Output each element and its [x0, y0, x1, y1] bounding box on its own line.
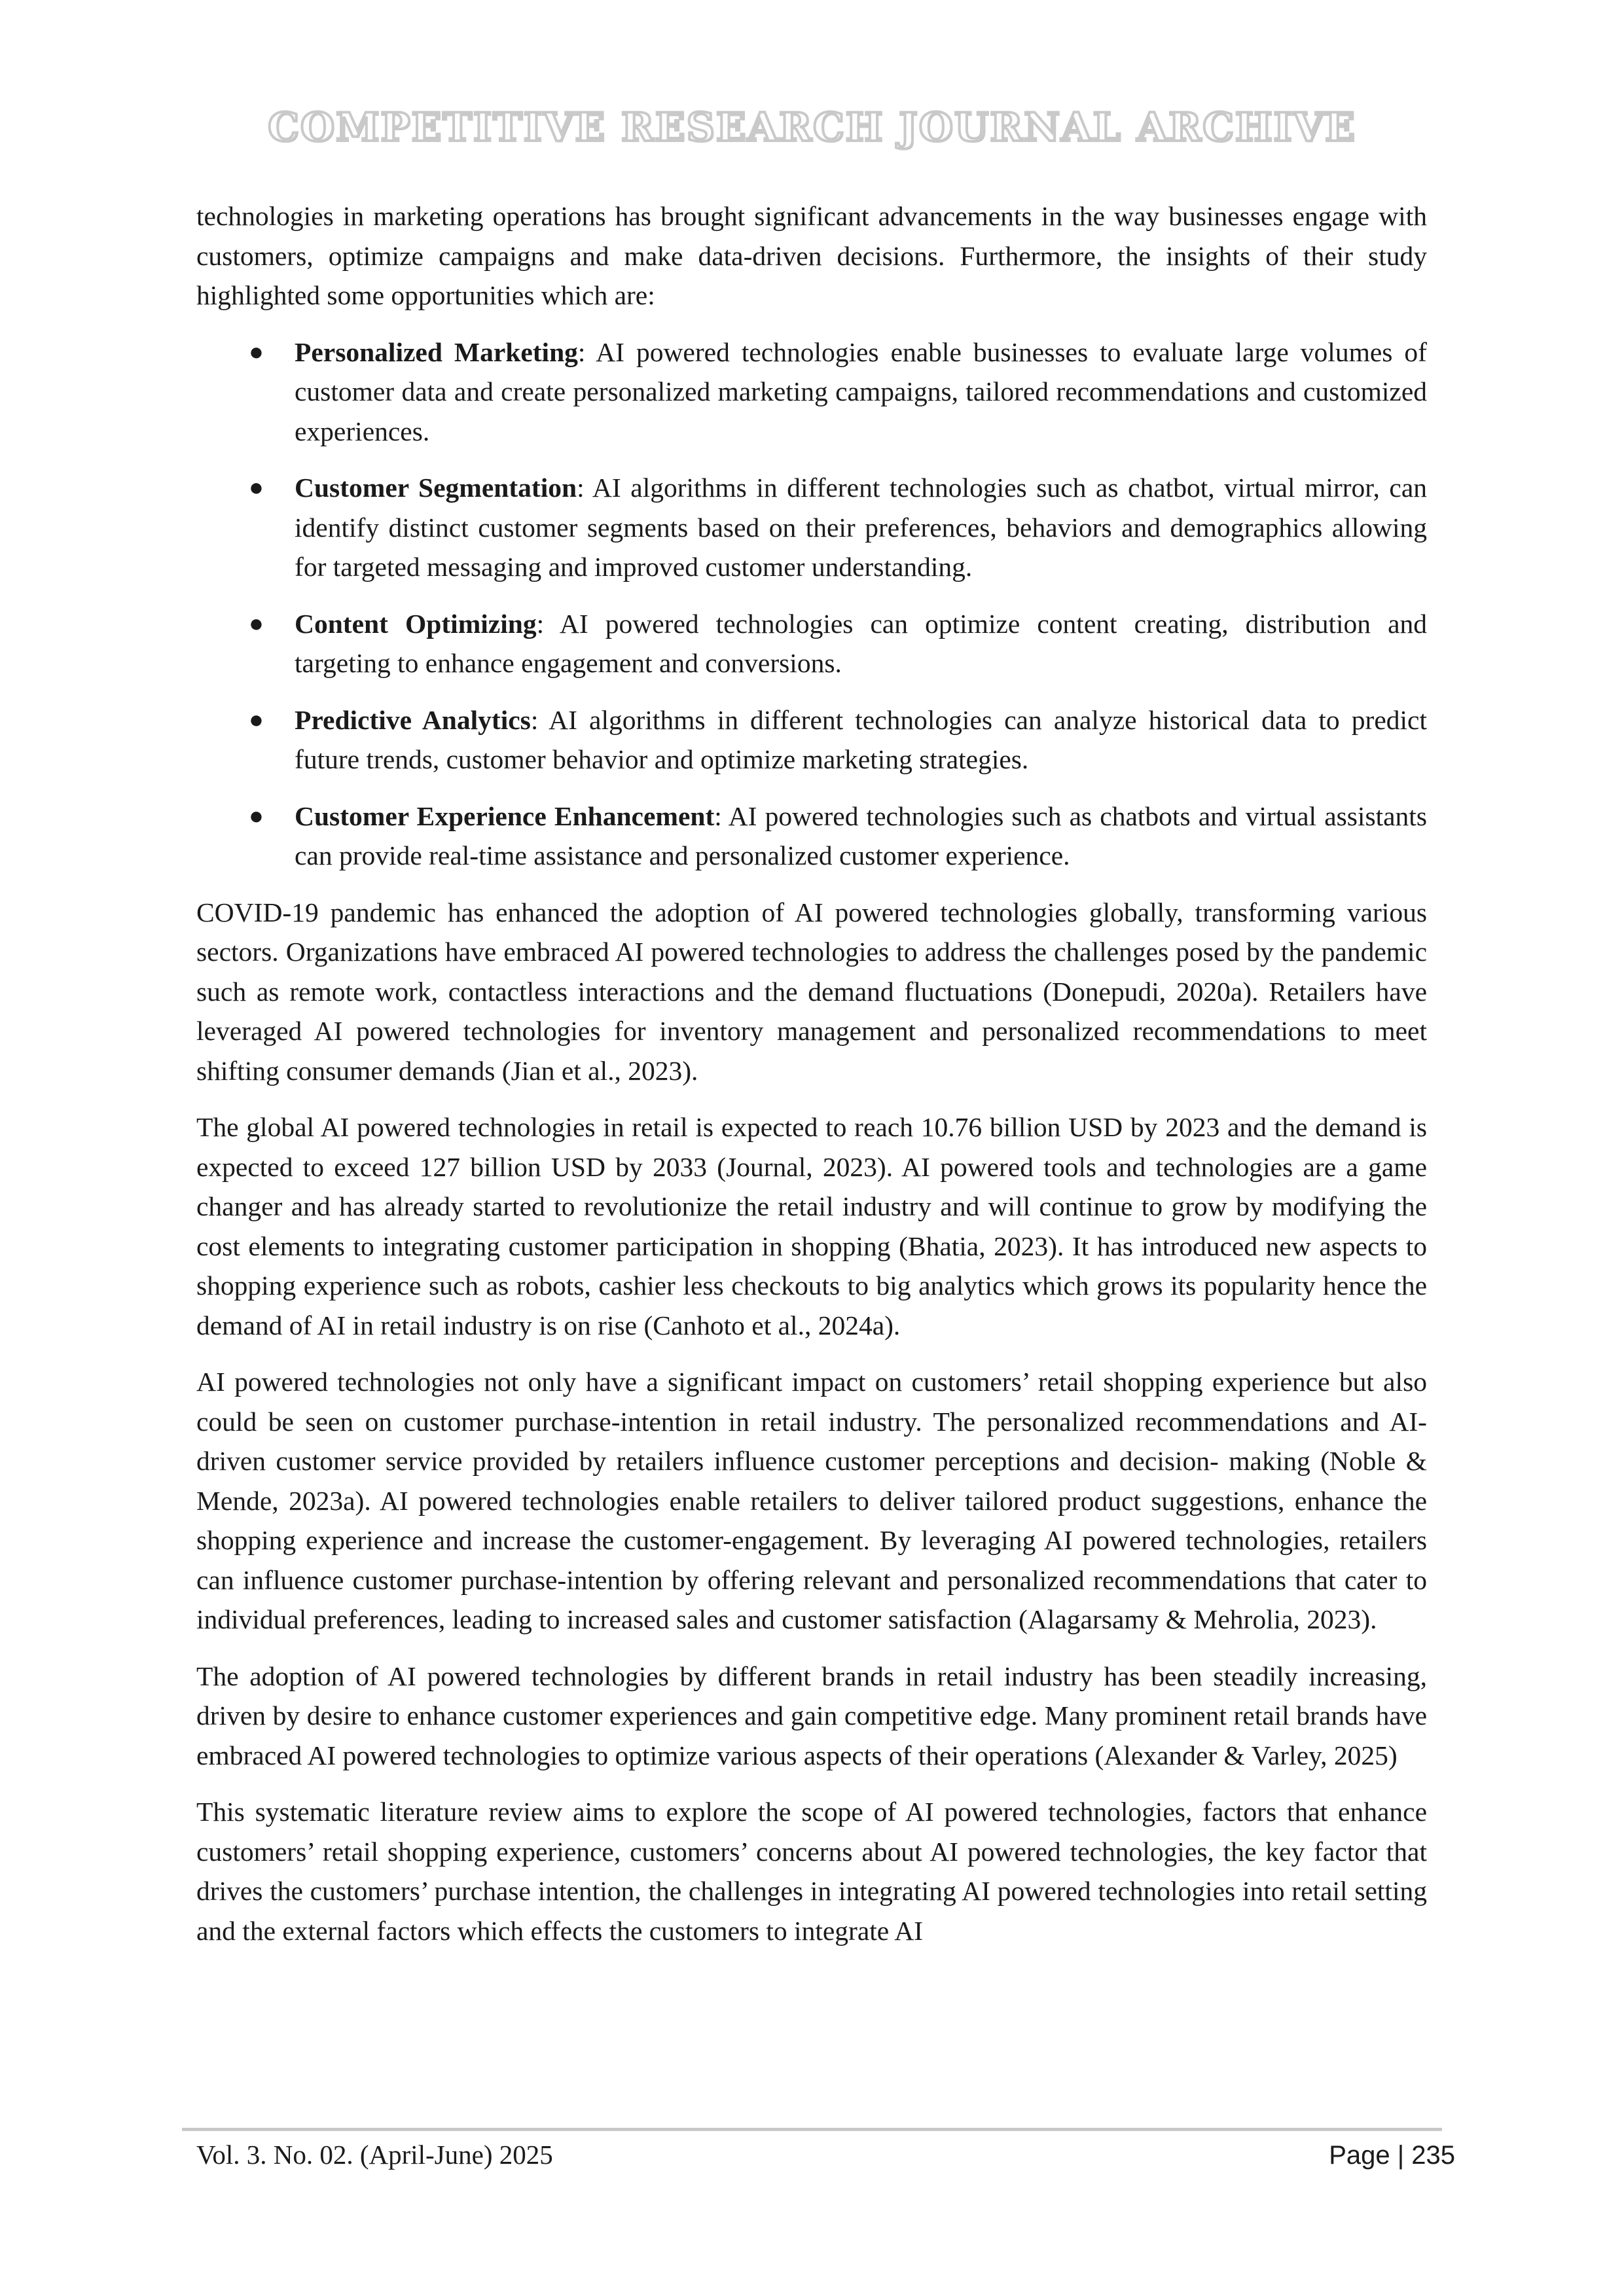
bullet-term: Predictive Analytics	[295, 704, 531, 735]
bullet-text: : AI algorithms in different technologies can analyze historical data to predict future trends, customer behavior and optimize marketing strategies.	[295, 704, 1427, 774]
list-item	[196, 468, 1427, 587]
bullet-text: : AI algorithms in different technologies such as chatbot, virtual mirror, can identify distinct customer segments based on their preferences, behaviors and demographics allowing for targeted messaging and improved customer understanding.	[295, 473, 1428, 582]
bullet-term: Content Optimizing	[295, 608, 537, 639]
bullet-text: : AI powered technologies such as chatbots and virtual assistants can provide real-time assistance and personalized customer experience.	[295, 800, 1427, 870]
list-item	[196, 332, 1427, 452]
list-item	[196, 797, 1427, 876]
list-item	[196, 700, 1427, 780]
paragraph-brand-adoption: The adoption of AI powered technologies by different brands in retail industry has been steadily increasing, driven by desire to enhance customer experiences and gain competitive edge. Many prominent retail brands have embraced AI powered technologies to optimize various aspects of their operations (Alexander & Varley, 2025)	[196, 1660, 1427, 1770]
page-number: Page | 235	[1329, 2141, 1455, 2170]
opportunities-list	[196, 332, 1427, 876]
bullet-term: Personalized Marketing	[295, 336, 578, 367]
paragraph-covid: COVID-19 pandemic has enhanced the adoption of AI powered technologies globally, transforming various sectors. Organizations have embraced AI powered technologies to address the challenges posed by the pandemic such as remote work, contactless interactions and the demand fluctuations (Donepudi, 2020a). Retailers have leveraged AI powered technologies for inventory management and personalized recommendations to meet shifting consumer demands (Jian et al., 2023).	[196, 897, 1427, 1086]
bullet-icon: ●	[249, 802, 264, 830]
footer-volume: Vol. 3. No. 02. (April-June) 2025	[196, 2140, 553, 2170]
bullet-text: : AI powered technologies can optimize content creating, distribution and targeting to enhance engagement and conversions.	[295, 608, 1427, 678]
bullet-icon: ●	[249, 609, 264, 637]
bullet-icon: ●	[249, 706, 264, 734]
bullet-icon: ●	[249, 474, 264, 501]
article-body	[196, 196, 1427, 1967]
footer-divider	[182, 2128, 1442, 2131]
bullet-term: Customer Experience Enhancement	[295, 800, 715, 831]
paragraph-review-aims: This systematic literature review aims to explore the scope of AI powered technologies, factors that enhance customers’ retail shopping experience, customers’ concerns about AI powered technologies, the key factor that drives the customers’ purchase intention, the challenges in integrating AI powered technologies into retail setting and the external factors which effects the customers to integrate AI	[196, 1797, 1427, 1946]
bullet-term: Customer Segmentation	[295, 473, 577, 503]
journal-header-title: COMPETITIVE RESEARCH JOURNAL ARCHIVE	[268, 105, 1356, 151]
list-item	[196, 604, 1427, 683]
bullet-icon: ●	[249, 338, 264, 366]
paragraph-market-size: The global AI powered technologies in retail is expected to reach 10.76 billion USD by 2023 and the demand is expected to exceed 127 billion USD by 2033 (Journal, 2023). AI powered tools and technologies are a game changer and has already started to revolutionize the retail industry and will continue to grow by modifying the cost elements to integrating customer participation in shopping (Bhatia, 2023). It has introduced new aspects to shopping experience such as robots, cashier less checkouts to big analytics which grows its popularity hence the demand of AI in retail industry is on rise (Canhoto et al., 2024a).	[196, 1112, 1427, 1340]
bullet-text: : AI powered technologies enable businesses to evaluate large volumes of customer data and create personalized marketing campaigns, tailored recommendations and customized experiences.	[295, 336, 1427, 446]
paragraph-purchase-intention: AI powered technologies not only have a significant impact on customers’ retail shopping experience but also could be seen on customer purchase-intention in retail industry. The personalized recommendations and AI-driven customer service provided by retailers influence customer perceptions and decision- making (Noble & Mende, 2023a). AI powered technologies enable retailers to deliver tailored product suggestions, enhance the shopping experience and increase the customer-engagement. By leveraging AI powered technologies, retailers can influence customer purchase-intention by offering relevant and personalized recommendations that cater to individual preferences, leading to increased sales and customer satisfaction (Alagarsamy & Mehrolia, 2023).	[196, 1367, 1427, 1634]
intro-paragraph: technologies in marketing operations has brought significant advancements in the way businesses engage with customers, optimize campaigns and make data-driven decisions. Furthermore, the insights of their study highlighted some opportunities which are:	[196, 201, 1427, 310]
